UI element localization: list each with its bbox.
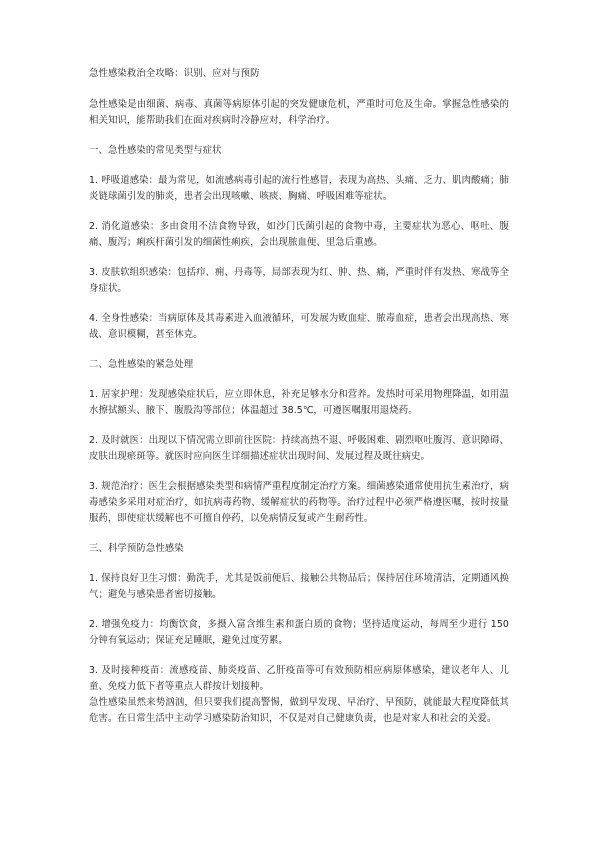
intro-paragraph: 急性感染是由细菌、病毒、真菌等病原体引起的突发健康危机，严重时可危及生命。掌握急性感染的相关知识，能帮助我们在面对疾病时冷静应对，科学治疗。	[89, 99, 509, 126]
section-heading: 二、急性感染的紧急处理	[89, 359, 194, 370]
document-page	[89, 66, 509, 727]
list-item: 3. 皮肤软组织感染：包括疖、痈、丹毒等，局部表现为红、肿、热、痛，严重时伴有发热、寒战等全身症状。	[89, 267, 509, 294]
section-emergency	[89, 357, 509, 527]
section-prevention	[89, 541, 509, 695]
list-item: 2. 及时就医：出现以下情况需立即前往医院：持续高热不退、呼吸困难、剧烈呕吐腹泻、意识障碍、皮肤出现瘀斑等。就医时应向医生详细描述症状出现时间、发展过程及既往病史。	[89, 435, 509, 462]
section-heading: 三、科学预防急性感染	[89, 543, 184, 554]
list-item: 3. 规范治疗：医生会根据感染类型和病情严重程度制定治疗方案。细菌感染通常使用抗生素治疗，病毒感染多采用对症治疗，如抗病毒药物、缓解症状的药物等。治疗过程中必须严格遵医嘱，按时按量服药，即使症状缓解也不可擅自停药，以免病情反复或产生耐药性。	[89, 481, 509, 524]
document-title: 急性感染救治全攻略：识别、应对与预防	[89, 68, 260, 79]
list-item: 2. 消化道感染：多由食用不洁食物导致，如沙门氏菌引起的食物中毒，主要症状为恶心、呕吐、腹痛、腹泻；痢疾杆菌引发的细菌性痢疾，会出现脓血便、里急后重感。	[89, 221, 509, 248]
list-item: 3. 及时接种疫苗：流感疫苗、肺炎疫苗、乙肝疫苗等可有效预防相应病原体感染，建议老年人、儿童、免疫力低下者等重点人群按计划接种。	[89, 665, 509, 692]
list-item: 1. 呼吸道感染：最为常见，如流感病毒引起的流行性感冒，表现为高热、头痛、乏力、肌肉酸痛；肺炎链球菌引发的肺炎，患者会出现咳嗽、咳痰、胸痛、呼吸困难等症状。	[89, 175, 509, 202]
list-item: 1. 居家护理：发现感染症状后，应立即休息，补充足够水分和营养。发热时可采用物理降温，如用温水擦拭额头、腋下、腹股沟等部位；体温超过 38.5℃，可遵医嘱服用退烧药。	[89, 389, 509, 416]
closing-paragraph: 急性感染虽然来势汹汹，但只要我们提高警惕，做到早发现、早治疗、早预防，就能最大程度降低其危害。在日常生活中主动学习感染防治知识，不仅是对自己健康负责，也是对家人和社会的关爱。	[89, 697, 509, 724]
section-heading: 一、急性感染的常见类型与症状	[89, 145, 222, 156]
list-item: 1. 保持良好卫生习惯：勤洗手，尤其是饭前便后、接触公共物品后；保持居住环境清洁，定期通风换气；避免与感染患者密切接触。	[89, 573, 509, 600]
list-item: 4. 全身性感染：当病原体及其毒素进入血液循环，可发展为败血症、脓毒血症，患者会出现高热、寒战、意识模糊，甚至休克。	[89, 313, 509, 340]
section-types	[89, 143, 509, 343]
list-item: 2. 增强免疫力：均衡饮食，多摄入富含维生素和蛋白质的食物；坚持适度运动，每周至少进行 150 分钟有氧运动；保证充足睡眠，避免过度劳累。	[89, 619, 509, 646]
